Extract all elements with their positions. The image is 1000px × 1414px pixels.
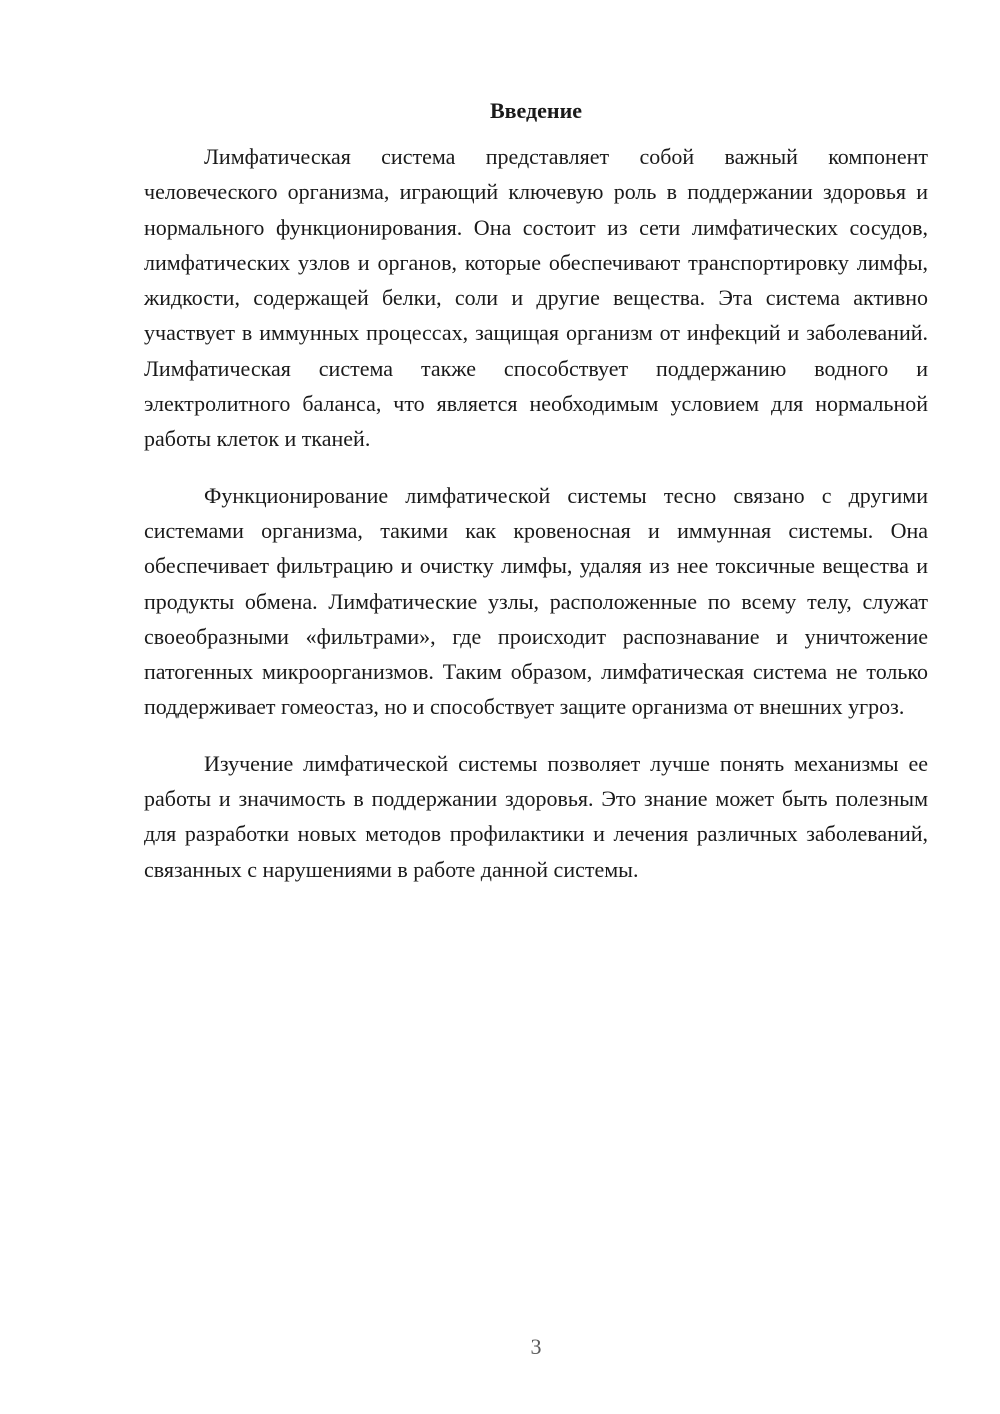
paragraph-3: Изучение лимфатической системы позволяет лучше понять механизмы ее работы и значимость в поддержании здоровья. Это знание может быть полезным для разработки новых методов профилактики и лечения различных заболеваний, связанных с нарушениями в работе данной системы.	[144, 750, 928, 882]
page-content	[144, 95, 928, 887]
paragraph-2: Функционирование лимфатической системы тесно связано с другими системами организма, такими как кровеносная и иммунная системы. Она обеспечивает фильтрацию и очистку лимфы, удаляя из нее токсичные вещества и продукты обмена. Лимфатические узлы, расположенные по всему телу, служат своеобразными «фильтрами», где происходит распознавание и уничтожение патогенных микроорганизмов. Таким образом, лимфатическая система не только поддерживает гомеостаз, но и способствует защите организма от внешних угроз.	[144, 482, 928, 720]
page-number: 3	[530, 1334, 542, 1359]
paragraph-1: Лимфатическая система представляет собой важный компонент человеческого организма, играющий ключевую роль в поддержании здоровья и нормального функционирования. Она состоит из сети лимфатических сосудов, лимфатических узлов и органов, которые обеспечивают транспортировку лимфы, жидкости, содержащей белки, соли и другие вещества. Эта система активно участвует в иммунных процессах, защищая организм от инфекций и заболеваний. Лимфатическая система также способствует поддержанию водного и электролитного баланса, что является необходимым условием для нормальной работы клеток и тканей.	[144, 144, 928, 452]
section-title: Введение	[489, 98, 583, 123]
